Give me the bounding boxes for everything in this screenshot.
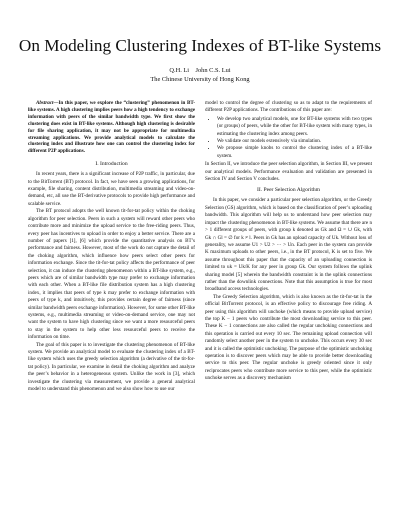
abstract-lead: Abstract — [36, 100, 54, 106]
peer-selection-paragraph-1: In this paper, we consider a particular peer selection algorithm, or the Greedy Selection (GS) algorithm, which is based on the classification of peer’s uploading bandwidth. This algorithm will help us to understand how peer selection may impact the clustering phenomenon in BT-like systems. We assume that there are n > 1 different groups of peers, with group k denoted as Gk and Ω = ∪ Gk, with Gk ∩ Gl = ∅ for k ≠ l. Peers in Gk has an upload capacity of Uk. Without loss of generality, we assume U1 > U2 > ··· > Un. Each peer in the system can provide K maximum uploads to other peers, i.e., in the BT protocol, K is set to five. We assume throughout this paper that the capacity of an uploading connection is limited to uk = Uk/K for any peer in group Gk. Our system follows the uplink sharing model [5] wherein the bandwidth constraint is in the uplink connections rather than the downlink connections. Note that this assumption is true for most broadband access technologies. — [205, 197, 372, 293]
intro-continued: model to control the degree of clustering so as to adapt to the requirements of different P2P applications. The contributions of this paper are: — [205, 100, 372, 114]
paper-authors: Q.H. Li John C.S. Lui — [169, 67, 231, 74]
contributions-list — [205, 116, 372, 160]
intro-paragraph-2: The BT protocol adopts the well known tit-for-tat policy within the choking algorithm for peer selection. Peers in such a system will reward other peers who contribute more and minimize the upload service to the free-riding peers. Thus, every peer has incentives to upload in order to enjoy a better service. There are a number of papers [1], [6] which provide the quantitative analysis on BT’s performance and fairness. However, most of the work do not capture the detail of the choking algorithm, which influence how peers select other peers for information exchange. Since the tit-for-tat policy affects the performance of peer selection, it can induce the clustering phenomenon within a BT-like system, e.g., peers which are of similar bandwidth type may prefer to exchange information with each other. When a BT-like file distribution system has a high clustering index, it implies that peers of type k may prefer to exchange information with peers of type k, and intuitively, this provides certain degree of fairness (since similar bandwidth peers exchange information). However, for some other BT-like systems, e.g., multimedia streaming or video-on-demand service, one may not want the system to have high clustering since we want a more resourceful peers to stay in the system to help other less resourceful peers to receive the information on time. — [28, 208, 195, 341]
section-heading-peer-selection: II. Peer Selection Algorithm — [256, 187, 321, 194]
abstract — [28, 100, 195, 155]
contribution-item: • We propose simple knobs to control the clustering index of a BT-like system. — [217, 145, 372, 160]
section-heading-introduction: I. Introduction — [95, 161, 128, 168]
paper-title: On Modeling Clustering Indexes of BT-like Systems — [18, 36, 382, 55]
right-column — [205, 100, 372, 383]
contribution-item: • We develop two analytical models, one for BT-like systems with two types (or groups) of peers, while the other for BT-like system with many types, in estimating the clustering index among peers. — [217, 116, 372, 138]
intro-paragraph-3: The goal of this paper is to investigate the clustering phenomenon of BT-like system. We provide an analytical model to evaluate the clustering index of a BT-like system which uses the greedy selection algorithm (a derivative of the tit-for-tat policy). In particular, we examine in detail the choking algorithm and analyze the peer’s behavior in a heterogeneous system. Unlike the work in [3], which investigate the clustering via measurement, we provide a general analytical model to understand this phenomenon and we also show how to use our — [28, 341, 195, 393]
left-column — [28, 100, 195, 393]
paper-affiliation: The Chinese University of Hong Kong — [150, 76, 250, 83]
contribution-item: • We validate our models extensively via simulation. — [217, 138, 372, 145]
peer-selection-paragraph-2: The Greedy Selection algorithm, which is also known as the tit-for-tat in the official BitTorrent protocol, is an effective policy to discourage free riding. A peer using this algorithm will unchoke (which means to provide upload service) the top K − 1 peers who contribute the most downloading service to this peer. These K − 1 connections are also called the regular unchoking connections and this operation is carried out every 10 sec. The remaining upload connection will randomly select another peer in the system to unchoke. This occurs every 30 sec and it is called the optimistic unchoking. The purpose of the optimistic unchoking operation is to discover peers which may be able to provide better downloading service to this peer. The regular unchoke is greedy oriented since it only reciprocates peers who contribute more service to this peer, while the optimistic unchoke serves as a discovery mechanism — [205, 293, 372, 382]
abstract-text: —In this paper, we explore the “clustering” phenomenon in BT-like systems. A high clustering implies peers how a high tendency to exchange information with peers of the similar bandwidth type. We first show the clustering does exist in BT-like systems. Although high clustering is desirable for file sharing application, it may not be appropriate for multimedia streaming applications. We provide analytical models to calculate the clustering index and illustrate how one can control the clustering index for different P2P applications. — [28, 100, 195, 155]
intro-paragraph-1: In recent years, there is a significant increase of P2P traffic, in particular, due to the BitTorrent (BT) protocol. In fact, we have seen a growing applications, for example, file sharing, content distribution, multimedia streaming and video-on-demand, etc, all use the BT-derivative protocols to provide high performance and scalable service. — [28, 171, 195, 207]
paper-outline: In Section II, we introduce the peer selection algorithm, in Section III, we present our analytical models. Performance evaluation and validation are presented in Section IV and Section V concludes. — [205, 161, 372, 183]
